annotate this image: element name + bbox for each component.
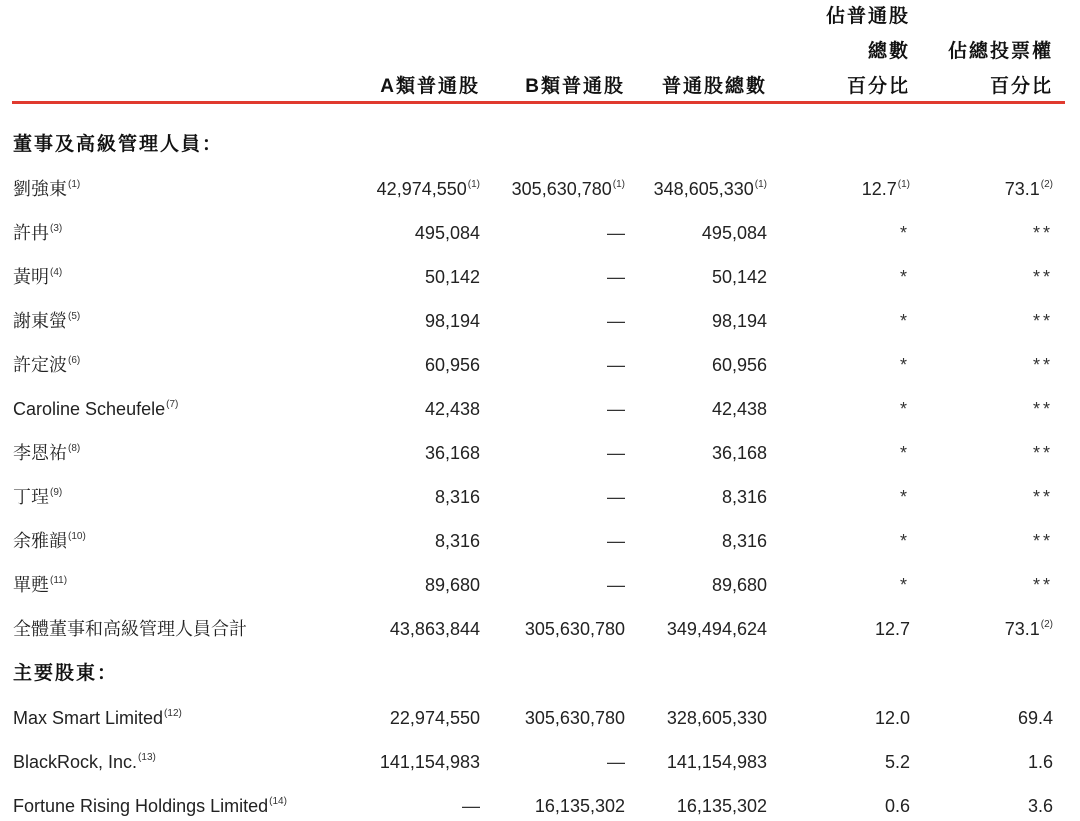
cell-pct-votes (910, 350, 1053, 380)
row-name-footnote: (1) (68, 179, 81, 190)
row-name (13, 570, 67, 600)
cell-pct-shares-value: 12.0 (874, 708, 910, 728)
cell-class-b-value: — (607, 311, 625, 331)
cell-class-a (330, 747, 480, 777)
header-pct-votes-line1: 佔總投票權 (947, 41, 1053, 62)
cell-class-b-value: — (607, 223, 625, 243)
table-row (0, 394, 1080, 424)
cell-total-value: 141,154,983 (666, 752, 767, 772)
header-pct-shares-line3: 百分比 (846, 76, 910, 97)
cell-pct-votes (910, 218, 1053, 248)
cell-total-value: 328,605,330 (666, 708, 767, 728)
cell-class-b-value: — (607, 531, 625, 551)
header-divider (12, 101, 1065, 104)
cell-class-b-value: — (607, 487, 625, 507)
cell-total (625, 791, 767, 821)
row-name-text: 單甦 (13, 575, 49, 595)
cell-total (625, 394, 767, 424)
row-name-footnote: (12) (164, 708, 182, 719)
cell-class-a-value: 22,974,550 (389, 708, 480, 728)
cell-class-b (480, 438, 625, 468)
cell-class-a-value: 89,680 (424, 575, 480, 595)
cell-pct-votes-value: ** (1032, 399, 1053, 419)
table-row (0, 482, 1080, 512)
cell-total-value: 495,084 (701, 223, 767, 243)
cell-class-b-value: 305,630,780 (524, 708, 625, 728)
cell-class-b-value: 305,630,780 (511, 179, 612, 199)
row-name-text: Max Smart Limited (13, 708, 164, 728)
cell-total-value: 8,316 (721, 487, 767, 507)
cell-total-value: 98,194 (711, 311, 767, 331)
row-name (13, 262, 62, 292)
header-pct-shares-line1: 佔普通股 (825, 6, 910, 27)
cell-pct-shares (767, 703, 910, 733)
cell-class-b-value: — (607, 267, 625, 287)
row-name (13, 394, 178, 424)
row-name-text: BlackRock, Inc. (13, 752, 138, 772)
cell-pct-shares-value: * (899, 311, 910, 331)
cell-class-a-value: 8,316 (434, 487, 480, 507)
cell-pct-shares-value: * (899, 355, 910, 375)
cell-pct-shares (767, 394, 910, 424)
cell-total (625, 438, 767, 468)
row-name-text: 李恩祐 (13, 443, 67, 463)
cell-class-a (330, 174, 480, 204)
cell-pct-votes-value: ** (1032, 443, 1053, 463)
row-name (13, 614, 247, 644)
row-name-text: 許冉 (13, 223, 49, 243)
section-title-major-shareholders: 主要股東： (13, 663, 119, 684)
cell-class-a-value: — (462, 796, 480, 816)
cell-pct-shares (767, 482, 910, 512)
cell-pct-votes (910, 791, 1053, 821)
cell-pct-votes (910, 747, 1053, 777)
cell-pct-votes (910, 394, 1053, 424)
cell-class-b (480, 350, 625, 380)
cell-pct-shares (767, 350, 910, 380)
cell-pct-votes (910, 262, 1053, 292)
cell-total (625, 218, 767, 248)
row-name (13, 703, 182, 733)
cell-total (625, 306, 767, 336)
cell-class-a (330, 306, 480, 336)
cell-pct-votes-value: ** (1032, 487, 1053, 507)
row-name-text: 許定波 (13, 355, 67, 375)
cell-class-b-value: — (607, 752, 625, 772)
row-name (13, 747, 156, 777)
cell-pct-votes-value: ** (1032, 267, 1053, 287)
cell-pct-votes-value: 3.6 (1027, 796, 1053, 816)
cell-class-b (480, 526, 625, 556)
cell-pct-shares (767, 526, 910, 556)
cell-class-b (480, 791, 625, 821)
cell-class-a-value: 495,084 (414, 223, 480, 243)
header-pct-shares-line2: 總數 (867, 41, 910, 62)
cell-class-b (480, 262, 625, 292)
cell-pct-votes-value: 73.1 (1004, 179, 1040, 199)
cell-class-a-value: 43,863,844 (389, 619, 480, 639)
row-name-text: 余雅韻 (13, 531, 67, 551)
cell-class-b (480, 174, 625, 204)
cell-pct-shares-value: 12.7 (874, 619, 910, 639)
cell-pct-shares (767, 218, 910, 248)
cell-class-b (480, 747, 625, 777)
cell-total-footnote: (1) (754, 179, 767, 190)
cell-class-b (480, 703, 625, 733)
cell-total-value: 60,956 (711, 355, 767, 375)
row-name (13, 791, 287, 821)
cell-pct-votes-value: ** (1032, 575, 1053, 595)
row-name (13, 526, 86, 556)
cell-class-a (330, 703, 480, 733)
cell-pct-votes-footnote: (2) (1040, 619, 1053, 630)
cell-pct-shares-value: * (899, 267, 910, 287)
table-row (0, 218, 1080, 248)
cell-total-value: 16,135,302 (676, 796, 767, 816)
cell-total (625, 703, 767, 733)
cell-pct-votes-value: 69.4 (1017, 708, 1053, 728)
cell-class-b-value: 16,135,302 (534, 796, 625, 816)
cell-pct-votes (910, 570, 1053, 600)
cell-pct-votes-value: 73.1 (1004, 619, 1040, 639)
cell-class-a (330, 262, 480, 292)
cell-class-b (480, 306, 625, 336)
row-name-text: 全體董事和高級管理人員合計 (13, 619, 247, 639)
row-name (13, 218, 62, 248)
cell-pct-votes (910, 174, 1053, 204)
cell-class-b (480, 482, 625, 512)
cell-pct-shares (767, 438, 910, 468)
row-name-footnote: (14) (269, 796, 287, 807)
cell-pct-shares (767, 747, 910, 777)
row-name (13, 174, 80, 204)
cell-pct-votes-value: ** (1032, 223, 1053, 243)
cell-pct-shares-value: * (899, 575, 910, 595)
cell-class-a-value: 60,956 (424, 355, 480, 375)
cell-total (625, 350, 767, 380)
row-name-text: Caroline Scheufele (13, 399, 166, 419)
row-name-footnote: (3) (50, 223, 63, 234)
cell-pct-votes (910, 703, 1053, 733)
cell-class-a-value: 141,154,983 (379, 752, 480, 772)
cell-total (625, 614, 767, 644)
cell-total (625, 526, 767, 556)
row-name-text: Fortune Rising Holdings Limited (13, 796, 269, 816)
cell-pct-shares (767, 306, 910, 336)
cell-pct-votes (910, 614, 1053, 644)
row-name-footnote: (4) (50, 267, 63, 278)
cell-pct-votes (910, 482, 1053, 512)
cell-class-a (330, 438, 480, 468)
cell-class-a-footnote: (1) (467, 179, 480, 190)
cell-pct-votes-value: ** (1032, 355, 1053, 375)
row-name (13, 438, 80, 468)
table-row (0, 703, 1080, 733)
row-name-text: 劉強東 (13, 179, 67, 199)
table-row (0, 791, 1080, 821)
row-name-footnote: (9) (50, 487, 63, 498)
cell-pct-shares-footnote: (1) (897, 179, 910, 190)
cell-pct-votes-value: 1.6 (1027, 752, 1053, 772)
cell-class-b-value: — (607, 443, 625, 463)
cell-class-b-footnote: (1) (612, 179, 625, 190)
row-name-footnote: (13) (138, 752, 156, 763)
cell-total-value: 349,494,624 (666, 619, 767, 639)
cell-class-a-value: 8,316 (434, 531, 480, 551)
cell-pct-votes (910, 306, 1053, 336)
header-total: 普通股總數 (661, 76, 767, 97)
row-name-footnote: (8) (68, 443, 81, 454)
cell-pct-votes-footnote: (2) (1040, 179, 1053, 190)
cell-pct-shares (767, 174, 910, 204)
cell-pct-votes (910, 438, 1053, 468)
cell-pct-shares (767, 570, 910, 600)
cell-class-b-value: 305,630,780 (524, 619, 625, 639)
cell-class-b (480, 570, 625, 600)
cell-pct-shares-value: * (899, 443, 910, 463)
cell-class-a (330, 394, 480, 424)
cell-pct-shares-value: * (899, 223, 910, 243)
table-row (0, 174, 1080, 204)
cell-class-a-value: 50,142 (424, 267, 480, 287)
section-title-directors: 董事及高級管理人員： (13, 134, 224, 155)
row-name-footnote: (7) (166, 399, 179, 410)
header-class-b: B類普通股 (525, 76, 625, 97)
row-name (13, 482, 62, 512)
header-class-a: A類普通股 (380, 76, 480, 97)
cell-total-value: 89,680 (711, 575, 767, 595)
cell-total-value: 50,142 (711, 267, 767, 287)
cell-pct-votes-value: ** (1032, 311, 1053, 331)
table-row (0, 614, 1080, 644)
cell-pct-shares (767, 614, 910, 644)
row-name-footnote: (10) (68, 531, 86, 542)
cell-class-a (330, 218, 480, 248)
cell-class-b-value: — (607, 399, 625, 419)
row-name (13, 350, 80, 380)
cell-class-b (480, 614, 625, 644)
table-row (0, 747, 1080, 777)
cell-pct-votes (910, 526, 1053, 556)
table-row (0, 570, 1080, 600)
cell-pct-shares-value: 12.7 (861, 179, 897, 199)
cell-class-a (330, 526, 480, 556)
cell-class-b-value: — (607, 575, 625, 595)
row-name-text: 黃明 (13, 267, 49, 287)
row-name-text: 丁珵 (13, 487, 49, 507)
cell-total (625, 174, 767, 204)
table-row (0, 526, 1080, 556)
cell-total (625, 262, 767, 292)
cell-total (625, 570, 767, 600)
cell-total-value: 36,168 (711, 443, 767, 463)
cell-pct-shares (767, 262, 910, 292)
cell-class-b (480, 394, 625, 424)
cell-class-a (330, 570, 480, 600)
cell-class-a-value: 36,168 (424, 443, 480, 463)
row-name-footnote: (6) (68, 355, 81, 366)
cell-class-a (330, 350, 480, 380)
row-name-footnote: (5) (68, 311, 81, 322)
cell-class-a (330, 614, 480, 644)
cell-class-a-value: 42,438 (424, 399, 480, 419)
cell-pct-shares-value: 5.2 (884, 752, 910, 772)
cell-pct-shares-value: * (899, 531, 910, 551)
cell-pct-shares (767, 791, 910, 821)
table-row (0, 306, 1080, 336)
cell-class-a (330, 791, 480, 821)
row-name-text: 謝東螢 (13, 311, 67, 331)
cell-total-value: 42,438 (711, 399, 767, 419)
header-pct-votes-line2: 百分比 (989, 76, 1053, 97)
cell-pct-shares-value: * (899, 487, 910, 507)
cell-class-b-value: — (607, 355, 625, 375)
cell-pct-shares-value: 0.6 (884, 796, 910, 816)
table-row (0, 350, 1080, 380)
cell-class-b (480, 218, 625, 248)
cell-total (625, 747, 767, 777)
cell-class-a-value: 42,974,550 (376, 179, 467, 199)
cell-total (625, 482, 767, 512)
cell-total-value: 348,605,330 (653, 179, 754, 199)
cell-total-value: 8,316 (721, 531, 767, 551)
cell-class-a (330, 482, 480, 512)
cell-pct-votes-value: ** (1032, 531, 1053, 551)
table-row (0, 438, 1080, 468)
row-name (13, 306, 80, 336)
row-name-footnote: (11) (50, 575, 68, 586)
table-row (0, 262, 1080, 292)
cell-class-a-value: 98,194 (424, 311, 480, 331)
cell-pct-shares-value: * (899, 399, 910, 419)
